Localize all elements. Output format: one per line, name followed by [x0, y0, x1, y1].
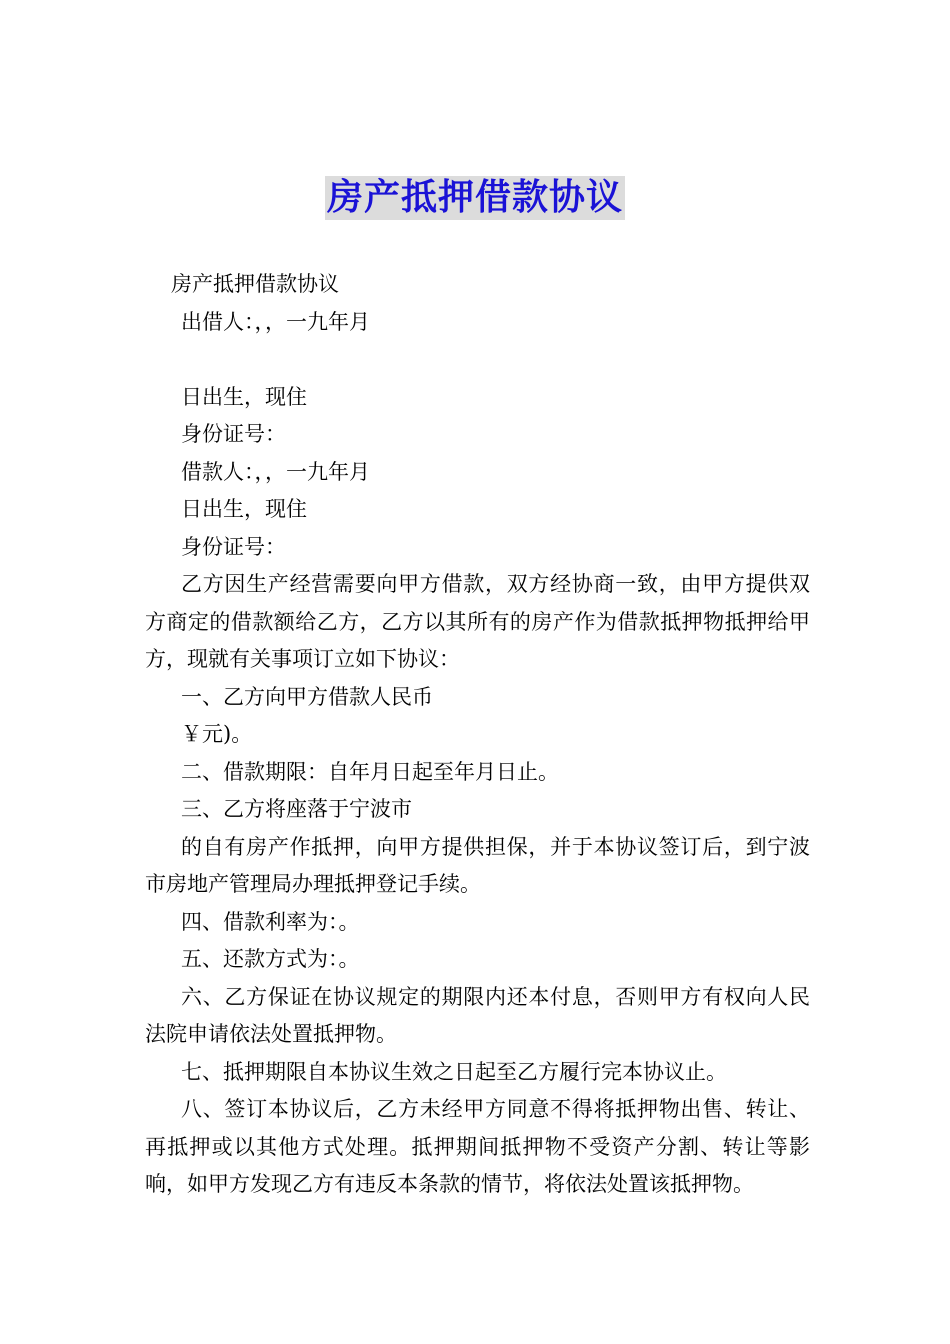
- document-title-text: 房产抵押借款协议: [326, 177, 623, 218]
- clause-3-line-a: 三、乙方将座落于宁波市: [181, 797, 412, 821]
- clause-1-line-b: ￥元)。: [181, 722, 253, 746]
- borrower-line-2: 日出生，现住: [181, 497, 307, 521]
- lender-line-2: 日出生，现住: [181, 384, 307, 409]
- document-title: [0, 176, 950, 220]
- clause-3-paragraph: 的自有房产作抵押，向甲方提供担保，并于本协议签订后，到宁波市房地产管理局办理抵押登记手续。: [145, 834, 810, 896]
- document-body: [145, 266, 810, 1204]
- subtitle: 房产抵押借款协议: [171, 272, 339, 296]
- clause-4: 四、借款利率为：。: [181, 909, 360, 934]
- borrower-line-1: 借款人：，，一九年月: [181, 459, 370, 484]
- blank-line: [145, 341, 810, 379]
- clause-2: 二、借款期限：自年月日起至年月日止。: [181, 759, 559, 784]
- clause-5: 五、还款方式为：。: [181, 947, 360, 971]
- clause-7: 七、抵押期限自本协议生效之日起至乙方履行完本协议止。: [181, 1059, 727, 1084]
- clause-8-paragraph: 八、签订本协议后，乙方未经甲方同意不得将抵押物出售、转让、再抵押或以其他方式处理。抵押期间抵押物不受资产分割、转让等影响，如甲方发现乙方有违反本条款的情节，将依法处置该抵押物。: [145, 1097, 810, 1196]
- lender-line-3: 身份证号：: [181, 422, 286, 446]
- lender-line-1: 出借人：，，一九年月: [181, 309, 370, 334]
- borrower-line-3: 身份证号：: [181, 534, 286, 559]
- intro-paragraph: 乙方因生产经营需要向甲方借款，双方经协商一致，由甲方提供双方商定的借款额给乙方，乙方以其所有的房产作为借款抵押物抵押给甲方，现就有关事项订立如下协议：: [145, 572, 810, 671]
- clause-6-paragraph: 六、乙方保证在协议规定的期限内还本付息，否则甲方有权向人民法院申请依法处置抵押物。: [145, 984, 810, 1046]
- clause-1-line-a: 一、乙方向甲方借款人民币: [181, 684, 433, 709]
